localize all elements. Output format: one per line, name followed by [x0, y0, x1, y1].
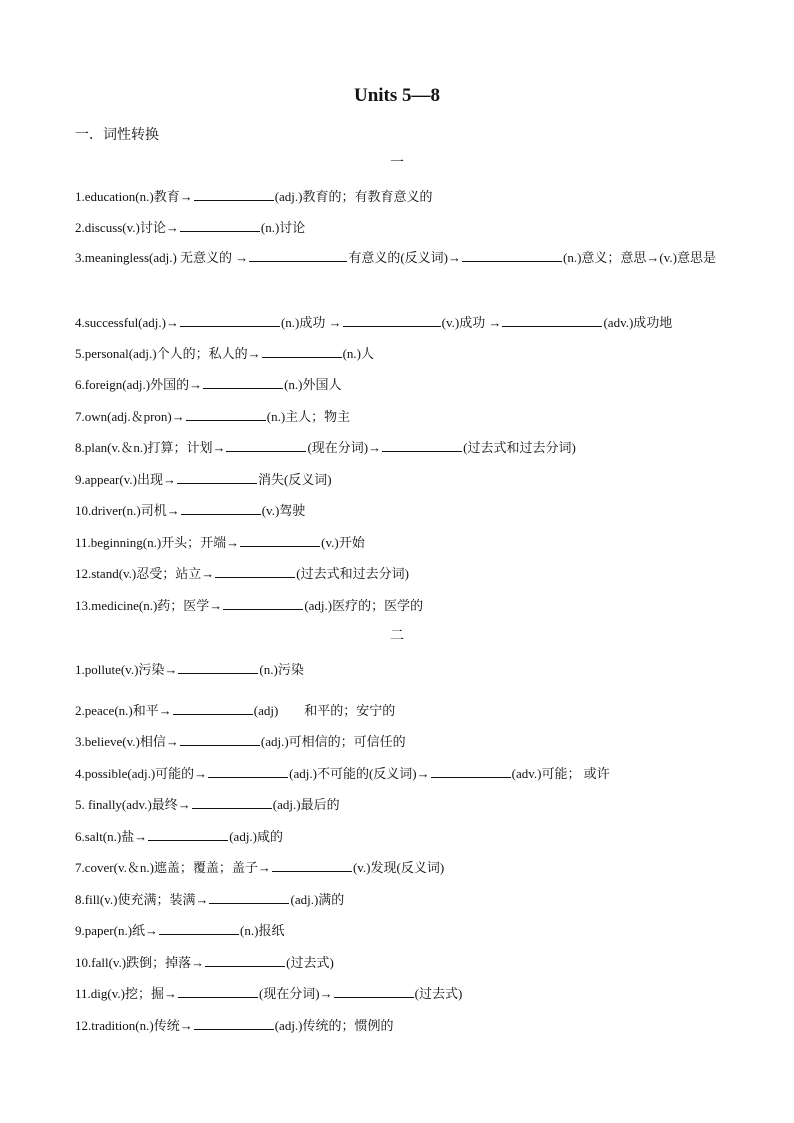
answer-blank[interactable]	[203, 374, 283, 389]
part-one-heading: 一	[390, 155, 404, 171]
answer-blank[interactable]	[180, 312, 280, 327]
answer-blank[interactable]	[159, 920, 239, 935]
answer-blank[interactable]	[186, 406, 266, 421]
exercise-line: 4.possible(adj.)可能的→ (adj.)不可能的(反义词)→ (adv.)可能； 或许	[75, 763, 735, 784]
answer-blank[interactable]	[173, 700, 253, 715]
exercise-line: 12.stand(v.)忍受；站立→ (过去式和过去分词)	[75, 563, 735, 584]
answer-blank[interactable]	[502, 312, 602, 327]
answer-blank[interactable]	[215, 563, 295, 578]
exercise-line: 2.peace(n.)和平→ (adj) 和平的；安宁的	[75, 700, 735, 721]
exercise-line: 3.meaningless(adj.) 无意义的 → 有意义的(反义词)→ (n.)意义；意思→(v.)意思是	[75, 242, 735, 273]
answer-blank[interactable]	[382, 437, 462, 452]
answer-blank[interactable]	[181, 500, 261, 515]
exercise-line: 5.personal(adj.)个人的；私人的→ (n.)人	[75, 343, 735, 364]
exercise-line: 7.own(adj.＆pron)→ (n.)主人；物主	[75, 406, 735, 427]
exercise-line: 7.cover(v.＆n.)遮盖；覆盖；盖子→ (v.)发现(反义词)	[75, 857, 735, 878]
answer-blank[interactable]	[178, 659, 258, 674]
answer-blank[interactable]	[223, 595, 303, 610]
answer-blank[interactable]	[262, 343, 342, 358]
answer-blank[interactable]	[226, 437, 306, 452]
exercise-line: 13.medicine(n.)药；医学→ (adj.)医疗的；医学的	[75, 595, 735, 616]
answer-blank[interactable]	[462, 247, 562, 262]
exercise-line: 2.discuss(v.)讨论→ (n.)讨论	[75, 217, 735, 238]
exercise-line: 9.appear(v.)出现→ 消失(反义词)	[75, 469, 735, 490]
answer-blank[interactable]	[180, 217, 260, 232]
exercise-line: 1.pollute(v.)污染→ (n.)污染	[75, 659, 735, 680]
answer-blank[interactable]	[194, 186, 274, 201]
exercise-line: 5. finally(adv.)最终→ (adj.)最后的	[75, 794, 735, 815]
answer-blank[interactable]	[249, 247, 347, 262]
answer-blank[interactable]	[177, 469, 257, 484]
answer-blank[interactable]	[180, 731, 260, 746]
exercise-line: 3.believe(v.)相信→ (adj.)可相信的；可信任的	[75, 731, 735, 752]
answer-blank[interactable]	[334, 983, 414, 998]
answer-blank[interactable]	[178, 983, 258, 998]
exercise-line: 6.salt(n.)盐→ (adj.)咸的	[75, 826, 735, 847]
exercise-line: 4.successful(adj.)→ (n.)成功 → (v.)成功 → (adv.)成功地	[75, 312, 735, 333]
page-title: Units 5—8	[353, 85, 441, 106]
answer-blank[interactable]	[209, 889, 289, 904]
part-two-heading: 二	[390, 628, 404, 644]
answer-blank[interactable]	[148, 826, 228, 841]
answer-blank[interactable]	[205, 952, 285, 967]
answer-blank[interactable]	[194, 1015, 274, 1030]
exercise-line: 11.dig(v.)挖；掘→ (现在分词)→ (过去式)	[75, 983, 735, 1004]
answer-blank[interactable]	[272, 857, 352, 872]
answer-blank[interactable]	[192, 794, 272, 809]
answer-blank[interactable]	[343, 312, 441, 327]
exercise-line: 10.driver(n.)司机→ (v.)驾驶	[75, 500, 735, 521]
exercise-line: 8.plan(v.＆n.)打算；计划→ (现在分词)→ (过去式和过去分词)	[75, 437, 735, 458]
exercise-line: 9.paper(n.)纸→ (n.)报纸	[75, 920, 735, 941]
answer-blank[interactable]	[208, 763, 288, 778]
answer-blank[interactable]	[431, 763, 511, 778]
exercise-line: 10.fall(v.)跌倒；掉落→ (过去式)	[75, 952, 735, 973]
exercise-line: 8.fill(v.)使充满；装满→ (adj.)满的	[75, 889, 735, 910]
exercise-line: 6.foreign(adj.)外国的→ (n.)外国人	[75, 374, 735, 395]
exercise-line: 1.education(n.)教育→ (adj.)教育的；有教育意义的	[75, 186, 735, 207]
exercise-line: 12.tradition(n.)传统→ (adj.)传统的；惯例的	[75, 1015, 735, 1036]
answer-blank[interactable]	[240, 532, 320, 547]
exercise-line: 11.beginning(n.)开头；开端→ (v.)开始	[75, 532, 735, 553]
section-heading: 一．词性转换	[75, 127, 159, 143]
